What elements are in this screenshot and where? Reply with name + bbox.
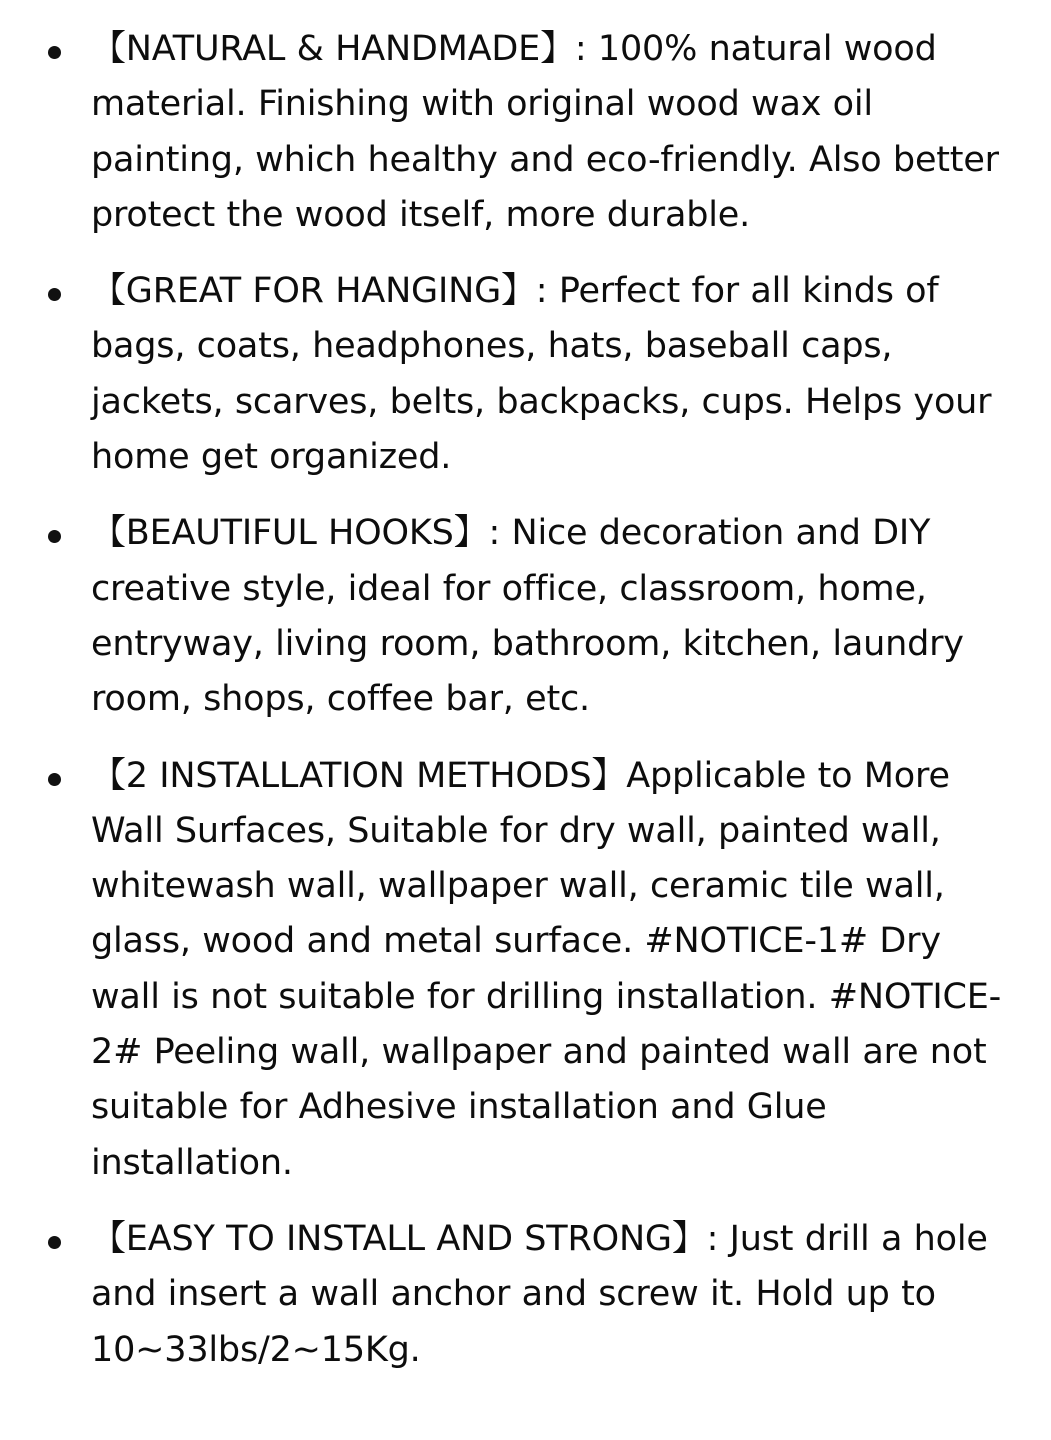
list-item-text: 【BEAUTIFUL HOOKS】: Nice decoration and DIY creative style, ideal for office, classroom, home, entryway, living room, bathroom, kitchen, laundry room, shops, coffee bar, etc.: [91, 513, 964, 720]
bullet-point-icon: [48, 288, 61, 301]
bullet-point-icon: [48, 773, 61, 786]
bullet-point-icon: [48, 530, 61, 543]
list-item: [36, 506, 1011, 727]
list-item-text: 【GREAT FOR HANGING】: Perfect for all kinds of bags, coats, headphones, hats, baseball caps, jackets, scarves, belts, backpacks, cups. Helps your home get organized.: [91, 271, 992, 478]
list-item: [36, 1212, 1011, 1378]
list-item: [36, 264, 1011, 485]
list-item-text: 【NATURAL & HANDMADE】: 100% natural wood material. Finishing with original wood wax oil painting, which healthy and eco-friendly. Also better protect the wood itself, more durable.: [91, 29, 999, 235]
bullet-point-icon: [48, 1236, 61, 1249]
list-item-text: 【EASY TO INSTALL AND STRONG】: Just drill a hole and insert a wall anchor and screw it. Hold up to 10~33lbs/2~15Kg.: [91, 1218, 988, 1370]
list-item: [36, 22, 1011, 243]
bullet-point-icon: [48, 46, 61, 59]
list-item: [36, 749, 1011, 1191]
list-item-text: 【2 INSTALLATION METHODS】Applicable to More Wall Surfaces, Suitable for dry wall, painted wall, whitewash wall, wallpaper wall, ceramic tile wall, glass, wood and metal surface. #NOTICE-1# Dry wall is not suitable for drilling installation. #NOTICE-2# Peeling wall, wallpaper and painted wall are not suitable for Adhesive installation and Glue installation.: [91, 755, 1002, 1183]
